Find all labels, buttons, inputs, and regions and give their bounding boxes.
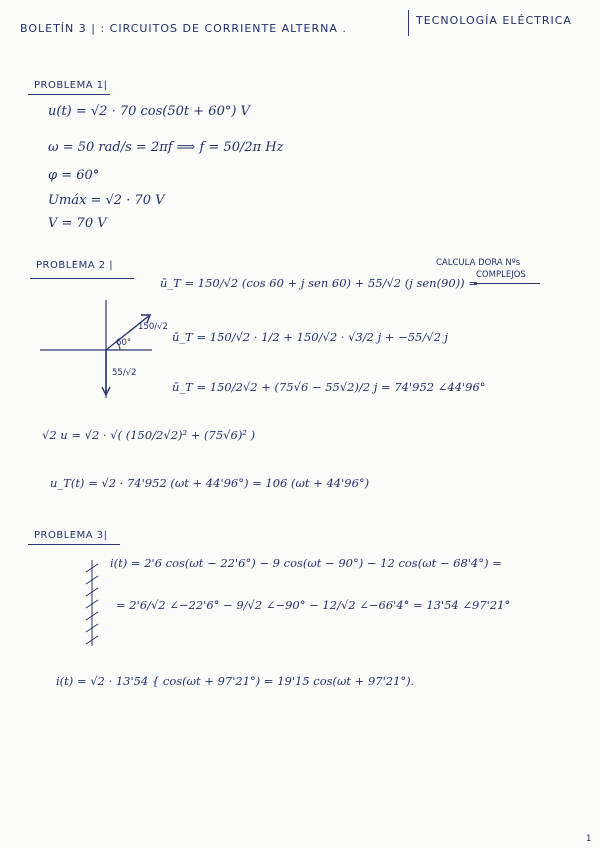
page-number: 1 [586,834,592,844]
calculator-note-1: CALCULA DORA Nºs [436,258,521,268]
problem2-title: PROBLEMA 2 | [36,260,114,271]
problem2-line-1: ū_T = 150/√2 (cos 60 + j sen 60) + 55/√2 (j sen(90)) = [160,276,478,290]
problem2-line-3: ū_T = 150/2√2 + (75√6 − 55√2)/2 j = 74'952 ∠44'96° [172,380,486,394]
problem1-line-2: ω = 50 rad/s = 2πf ⟹ f = 50/2π Hz [48,140,284,155]
problem3-line-1: i(t) = 2'6 cos(ωt − 22'6°) − 9 cos(ωt − 90°) − 12 cos(ωt − 68'4°) = [110,556,502,570]
problem2-line-4: √2 u = √2 · √( (150/2√2)² + (75√6)² ) [42,428,256,442]
subject-title: TECNOLOGÍA ELÉCTRICA [416,14,572,27]
problem1-line-4: Umáx = √2 · 70 V [48,193,165,208]
phasor-label-angle: 60° [116,338,132,348]
phasor-label-top: 150/√2 [138,322,168,332]
problem1-line-5: V = 70 V [48,216,107,231]
problem2-line-5: u_T(t) = √2 · 74'952 (ωt + 44'96°) = 106 (ωt + 44'96°) [50,476,370,490]
problem3-title: PROBLEMA 3| [34,530,108,541]
problem3-underline [28,544,120,545]
problem3-line-2: = 2'6/√2 ∠−22'6° − 9/√2 ∠−90° − 12/√2 ∠−66'4° = 13'54 ∠97'21° [116,598,511,612]
problem1-line-3: φ = 60° [48,168,100,183]
phasor-label-bottom: 55/√2 [112,368,137,378]
problem1-line-1: u(t) = √2 · 70 cos(50t + 60°) V [48,104,250,119]
calculator-note-2: COMPLEJOS [476,270,526,280]
problem3-line-3: i(t) = √2 · 13'54 { cos(ωt + 97'21°) = 19'15 cos(ωt + 97'21°). [56,674,415,688]
problem1-title: PROBLEMA 1| [34,80,108,91]
problem2-line-2: ū_T = 150/√2 · 1/2 + 150/√2 · √3/2 j + −55/√2 j [172,330,449,344]
sheet-title: BOLETÍN 3 | : CIRCUITOS DE CORRIENTE ALTERNA . [20,22,347,35]
